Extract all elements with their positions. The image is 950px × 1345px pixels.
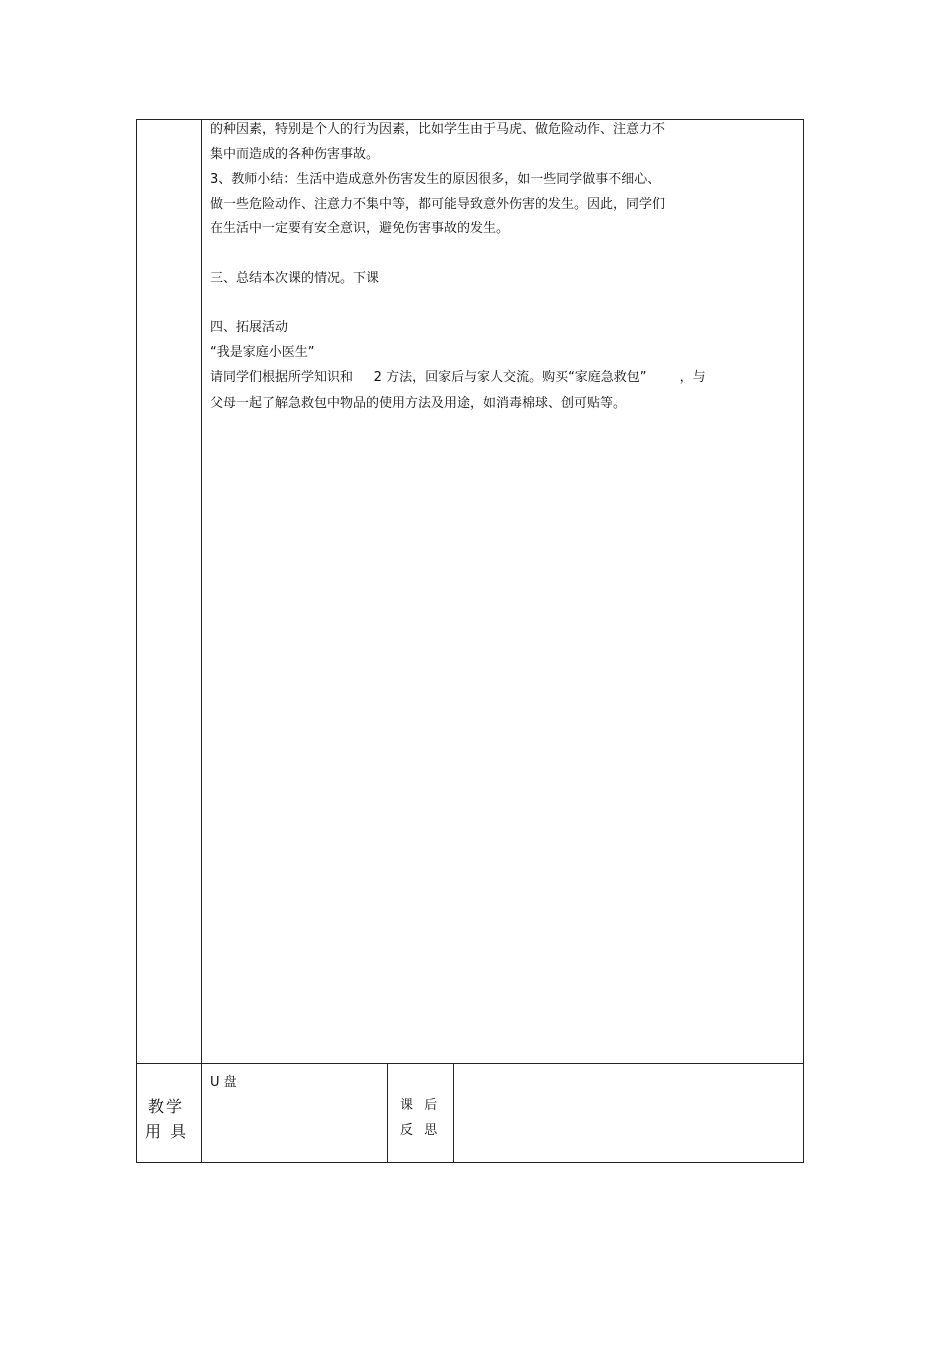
footer-divider-2	[453, 1063, 454, 1163]
lesson-line-4: 做一些危险动作、注意力不集中等，都可能导致意外伤害的发生。因此，同学们	[210, 197, 666, 212]
lesson-line-10: 父母一起了解急救包中物品的使用方法及用途，如消毒棉球、创可贴等。	[210, 396, 627, 411]
lesson-line-2: 集中而造成的各种伤害事故。	[210, 147, 380, 162]
section-heading-summary: 三、总结本次课的情况。下课	[210, 271, 380, 286]
column-divider-left	[201, 119, 202, 1163]
teaching-tools-value: U 盘	[210, 1075, 237, 1090]
teaching-tools-label-line1: 教学	[148, 1097, 185, 1116]
teaching-tools-label-line2: 用 具	[145, 1122, 189, 1141]
reflection-label-line2: 反 思	[400, 1123, 439, 1138]
lesson-line-1: 的种因素，特别是个人的行为因素，比如学生由于马虎、做危险动作、注意力不	[210, 122, 666, 137]
lesson-line-9: 请同学们根据所学知识和 2 方法，回家后与家人交流。购买“家庭急救包” ，与	[210, 370, 706, 385]
lesson-line-3: 3、教师小结：生活中造成意外伤害发生的原因很多，如一些同学做事不细心、	[210, 172, 661, 187]
section-heading-extension: 四、拓展活动	[210, 320, 289, 335]
reflection-label-line1: 课 后	[400, 1098, 439, 1113]
activity-title: “我是家庭小医生”	[210, 345, 315, 360]
footer-row-divider	[136, 1063, 804, 1064]
lesson-line-5: 在生活中一定要有安全意识，避免伤害事故的发生。	[210, 221, 510, 236]
footer-divider-1	[387, 1063, 388, 1163]
